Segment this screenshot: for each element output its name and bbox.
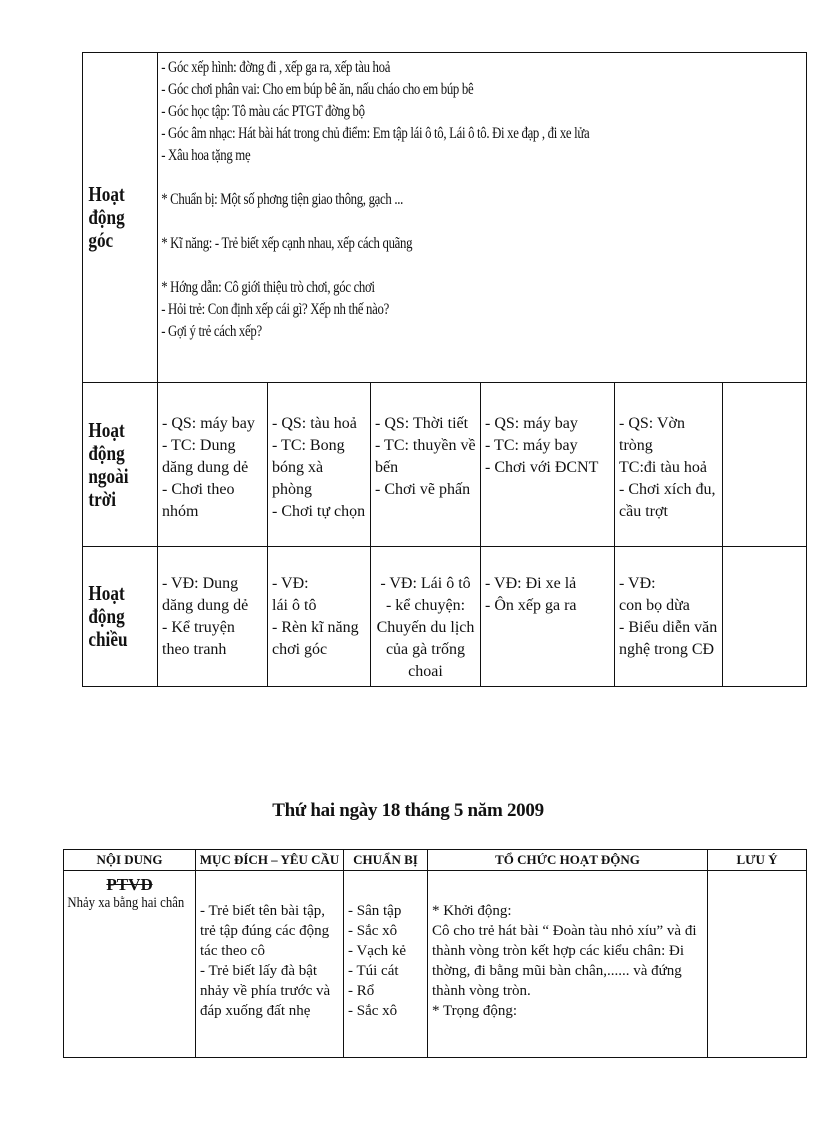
material-item: - Túi cát [348, 963, 399, 979]
goc-line: - Góc chơi phân vai: Cho em búp bê ăn, nấu cháo cho em búp bê [161, 81, 474, 98]
item: - Kể truyện theo tranh [162, 619, 235, 658]
day-cell [158, 547, 268, 687]
goals-content [196, 871, 343, 1021]
heading-text: Hoạt động góc [87, 182, 125, 252]
day-content [481, 547, 614, 617]
goc-line: - Xâu hoa tặng mẹ [161, 147, 251, 164]
item: - VĐ: Lái ô tô [380, 575, 471, 592]
day-content [371, 383, 480, 501]
item: TC:đi tàu hoả [619, 459, 707, 476]
item: - QS: máy bay [485, 415, 578, 432]
item: - Chơi xích đu, cầu trợt [619, 481, 716, 520]
day-content [268, 383, 370, 523]
day-content [615, 547, 722, 661]
plan-body-row [64, 871, 807, 1058]
item: - Biểu diễn văn nghệ trong CĐ [619, 619, 718, 658]
column-header: MỤC ĐÍCH – YÊU CẦU [196, 850, 344, 871]
day-cell [615, 383, 723, 547]
item: - Chơi với ĐCNT [485, 459, 599, 476]
goals-cell [196, 871, 344, 1058]
column-header: NỘI DUNG [64, 850, 196, 871]
goc-line: - Góc âm nhạc: Hát bài hát trong chủ điểm: Em tập lái ô tô, Lái ô tô. Đi xe đạp , đi xe lửa [161, 125, 590, 142]
activities-content [428, 871, 707, 1021]
notes-cell [708, 871, 807, 1058]
row-hoat-dong-chieu [83, 547, 807, 687]
activity-line: Cô cho trẻ hát bài “ Đoàn tàu nhỏ xíu” và đi thành vòng tròn kết hợp các kiểu chân: Đi thờng, đi bằng mũi bàn chân,...... và đứng thành vòng tròn. [432, 923, 697, 999]
day-cell-empty [723, 383, 807, 547]
item: - QS: Vờn tròng [619, 415, 685, 454]
item: - QS: tàu hoả [272, 415, 357, 432]
row-heading [83, 53, 145, 383]
lesson-plan-table [63, 849, 807, 1058]
weekly-schedule-table [82, 52, 807, 687]
goc-content-cell [158, 53, 807, 383]
day-cell [268, 547, 371, 687]
material-item: - Sắc xô [348, 1003, 398, 1019]
material-item: - Sắc xô [348, 923, 398, 939]
day-content [615, 383, 722, 523]
item: - QS: Thời tiết [375, 415, 469, 432]
item: - VĐ: [272, 575, 309, 592]
content-cell [64, 871, 196, 1058]
activity-line: * Khởi động: [432, 903, 512, 919]
topic-text: Nhảy xa bằng hai chân [67, 895, 185, 911]
activities-cell [428, 871, 708, 1058]
item: - TC: Bong bóng xà phòng [272, 437, 345, 498]
material-item: - Sân tập [348, 903, 402, 919]
day-content [268, 547, 370, 661]
material-item: - Vạch kẻ [348, 943, 407, 959]
heading-text: Hoạt động ngoài trời [87, 417, 129, 511]
column-header: CHUẨN BỊ [344, 850, 428, 871]
item: - TC: thuyền về bến [375, 437, 476, 476]
heading-text: Hoạt động chiều [87, 581, 128, 651]
day-cell [615, 547, 723, 687]
item: - Ôn xếp ga ra [485, 597, 577, 614]
goc-guide-line: - Gợi ý trẻ cách xếp? [161, 323, 262, 340]
material-item: - Rổ [348, 983, 375, 999]
item: - Chơi vẽ phấn [375, 481, 471, 498]
item: - Chơi theo nhóm [162, 481, 235, 520]
item: - Rèn kĩ năng chơi góc [272, 619, 359, 658]
subject-label: PTVĐ [106, 875, 153, 894]
goal-item: - Trẻ biết lấy đà bật nhảy về phía trước và đáp xuống đất nhẹ [200, 963, 331, 1019]
item: - VĐ: Đi xe lả [485, 575, 577, 592]
day-cell [371, 547, 481, 687]
item: - Chơi tự chọn [272, 503, 366, 520]
plan-header-row [64, 850, 807, 871]
item: - kể chuyện: Chuyến du lịch của gà trống choai [376, 597, 475, 680]
day-content [371, 547, 480, 683]
row-hoat-dong-ngoai-troi [83, 383, 807, 547]
row-heading [83, 547, 145, 687]
goc-skill: * Kĩ năng: - Trẻ biết xếp cạnh nhau, xếp cách quãng [161, 235, 413, 252]
day-cell [371, 383, 481, 547]
activity-line: * Trọng động: [432, 1003, 518, 1019]
goc-content [158, 53, 804, 343]
goc-guide-line: - Hỏi trẻ: Con định xếp cái gì? Xếp nh thế nào? [161, 301, 389, 318]
goc-prep: * Chuẩn bị: Một số phơng tiện giao thông, gạch ... [161, 191, 403, 208]
item: con bọ dừa [619, 597, 690, 614]
item: lái ô tô [272, 597, 317, 614]
item: - TC: máy bay [485, 437, 578, 454]
materials-cell [344, 871, 428, 1058]
day-cell [481, 547, 615, 687]
item: - VĐ: [619, 575, 656, 592]
goal-item: - Trẻ biết tên bài tập, trẻ tập đúng các động tác theo cô [200, 903, 330, 959]
day-cell [481, 383, 615, 547]
day-content [158, 547, 267, 661]
item: - VĐ: Dung dăng dung dẻ [162, 575, 249, 614]
day-content [158, 383, 267, 523]
row-heading [83, 383, 145, 547]
item: - QS: máy bay [162, 415, 255, 432]
goc-line: - Góc xếp hình: đờng đi , xếp ga ra, xếp tàu hoả [161, 59, 391, 76]
page-title: Thứ hai ngày 18 tháng 5 năm 2009 [272, 800, 544, 821]
goc-guide-line: * Hớng dẫn: Cô giới thiệu trò chơi, góc chơi [161, 279, 375, 296]
day-cell [268, 383, 371, 547]
item: - TC: Dung dăng dung dẻ [162, 437, 249, 476]
day-cell-empty [723, 547, 807, 687]
day-content [481, 383, 614, 479]
column-header: LƯU Ý [708, 850, 807, 871]
day-cell [158, 383, 268, 547]
materials-content [344, 871, 427, 1021]
column-header: TỔ CHỨC HOẠT ĐỘNG [428, 850, 708, 871]
goc-line: - Góc học tập: Tô màu các PTGT đờng bộ [161, 103, 365, 120]
row-hoat-dong-goc [83, 53, 807, 383]
